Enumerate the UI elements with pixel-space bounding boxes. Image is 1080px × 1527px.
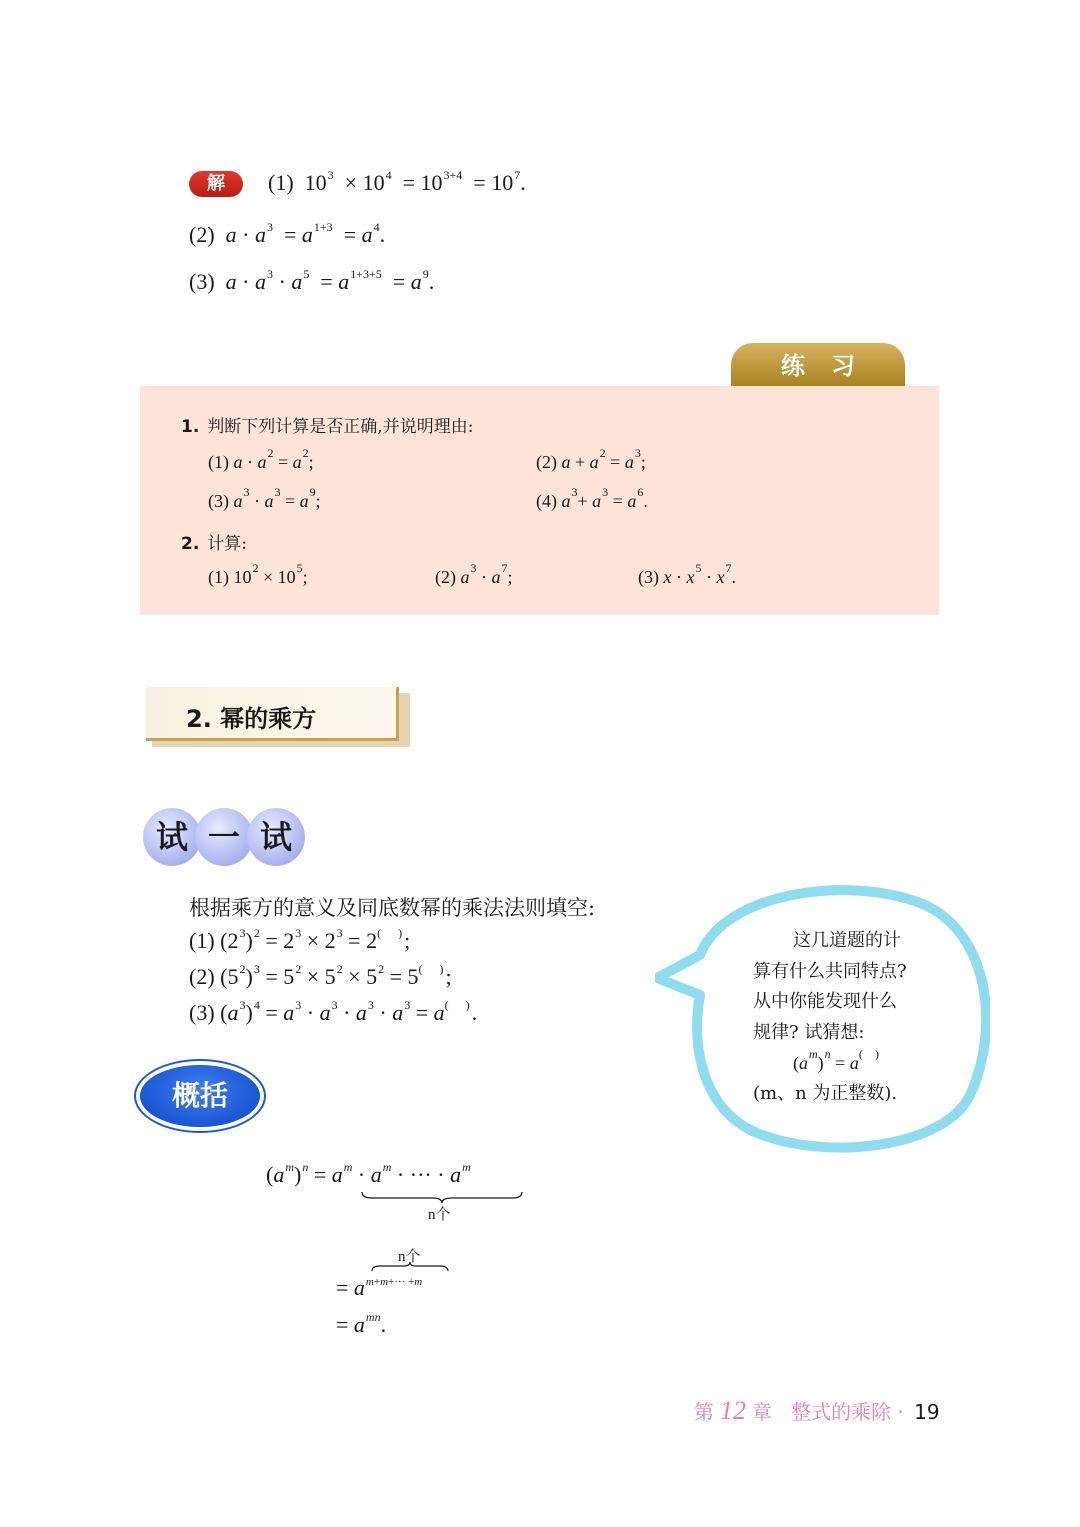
exercise-tab: 练习 [731,343,905,386]
summary-line-1: $(a^m)^n = a^m \cdot a^m$ · ··· · $a^m$ [266,1160,471,1187]
exercise-q1-item-2: (2) $a + a^2 = a^3$; [536,446,646,472]
exercise-q2-item-2: (2) $a^3 \cdot a^7$; [435,561,513,587]
chapter-suffix: 章 [752,1400,772,1424]
underbrace-label: n个 [428,1207,451,1223]
item-index: (2) [189,222,215,247]
bubble-line-1: 这几道题的计 [793,930,901,951]
summary-line-2: = $a^{m+m+\cdot\cdot\cdot +m}$ [336,1275,423,1300]
chapter-number: 12 [720,1396,746,1425]
bubble-line-3: 从中你能发现什么 [753,991,897,1012]
solution-line-1: (1) $10^3 \times 10^4 = 10^{3+4} = 10^7$. [268,168,526,195]
overbrace-label: n个 [398,1249,421,1265]
exercise-q2-item-1: (1) $10^2 \times 10^5$; [208,561,308,587]
bubble-line-6: (m、n 为正整数). [753,1082,898,1104]
page-number: 19 [914,1400,940,1424]
overbrace [370,1262,450,1272]
summary-badge: 概括 [140,1065,260,1127]
bubble-line-4: 规律? 试猜想: [753,1021,865,1043]
item-index: (3) [189,269,215,294]
bubble-line-2: 算有什么共同特点? [753,960,907,982]
try-char-1: 试 [143,808,201,866]
try-instruction: 根据乘方的意义及同底数幂的乘法法则填空: [189,896,596,920]
try-char-2: 一 [195,808,253,866]
solution-line-2: (2) $a \cdot a^3 = a^{1+3} = a^4$. [189,220,386,247]
summary-line-3: = $a^{mn}$. [336,1310,387,1337]
try-item-3: (3) $(a^3)^4 = a^3 \cdot a^3 \cdot a^3 \cdot a^3 = a^{( )}$. [189,998,478,1025]
item-index: (1) [268,170,294,195]
try-item-1: (1) $(2^3)^2 = 2^3 \times 2^3 = 2^{( )}$; [189,926,411,953]
bubble-text [753,926,933,1109]
exercise-q1-item-3: (3) $a^3 \cdot a^3 = a^9$; [208,485,321,511]
page-footer [694,1396,940,1426]
solution-line-3: (3) $a \cdot a^3 \cdot a^5 = a^{1+3+5} = a^9$. [189,267,435,294]
underbrace [360,1190,525,1204]
solution-badge: 解 [189,171,243,197]
exercise-q1-item-4: (4) $a^3+ a^3 = a^6$. [536,485,648,511]
try-item-2: (2) $(5^2)^3 = 5^2 \times 5^2 \times 5^2 = 5^{( )}$; [189,962,452,989]
try-char-3: 试 [247,808,305,866]
exercise-q2: 2. 计算: [181,534,248,554]
section-title: 2. 幂的乘方 [186,705,317,733]
chapter-prefix: 第 [694,1400,714,1424]
exercise-q2-item-3: (3) $x \cdot x^5 \cdot x^7$. [638,561,736,587]
bubble-formula: $(a^m)^n = a^{( )}$ [793,1047,881,1073]
exercise-q1-item-1: (1) $a \cdot a^2 = a^2$; [208,446,314,472]
exercise-q1: 1. 判断下列计算是否正确,并说明理由: [181,417,474,437]
chapter-title: 整式的乘除 · [791,1400,904,1424]
